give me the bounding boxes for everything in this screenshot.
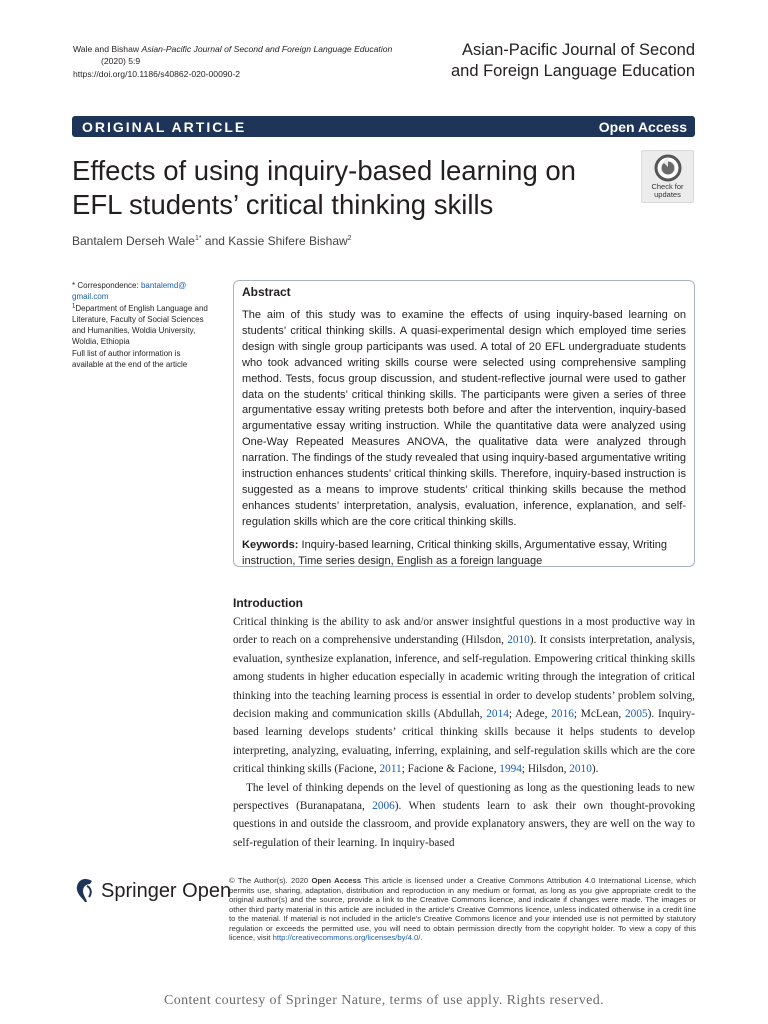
check-updates-line1: Check for — [651, 182, 684, 191]
citation-link[interactable]: 2005 — [625, 708, 648, 721]
correspondence-note — [72, 280, 212, 370]
journal-name — [415, 40, 695, 82]
keywords — [242, 538, 686, 570]
license-body: This article is licensed under a Creative Commons Attribution 4.0 International License, which permits use, sharing, adaptation, distribution and reproduction in any medium or format, as long as you give appropriate credit to the original author(s) and the source, provide a link to the Creative Commons licence, and indicate if changes were made. The images or other third party material in this article are included in the article's Creative Commons licence, unless indicated otherwise in a credit line to the material. If material is not included in the article's Creative Commons licence and your intended use is not permitted by statutory regulation or exceeds the permitted use, you will need to obtain permission directly from the copyright holder. To view a copy of this licence, visit — [229, 876, 696, 942]
author-1-affil: 1* — [194, 235, 202, 242]
check-updates-label — [651, 183, 683, 199]
correspondence-label: * Correspondence: — [72, 281, 141, 290]
author-2-affil: 2 — [347, 235, 352, 242]
citation-link[interactable]: 2010 — [569, 763, 592, 776]
affiliation-text: Department of English Language and Literature, Faculty of Social Sciences and Humanities, Woldia University, Woldia, Ethiopia — [72, 303, 208, 347]
springer-open-logo — [72, 876, 231, 906]
header-authors: Wale and Bishaw — [73, 44, 140, 54]
springer-horse-icon — [72, 876, 96, 906]
header-journal: Asian-Pacific Journal of Second and Foreign Language Education — [141, 44, 393, 54]
license-link[interactable]: http://creativecommons.org/licenses/by/4.0/ — [272, 933, 421, 942]
introduction-body — [233, 613, 695, 852]
correspondence-email-link-cont[interactable]: gmail.com — [72, 292, 109, 302]
header-doi-link[interactable]: https://doi.org/10.1186/s40862-020-00090-2 — [73, 68, 241, 79]
citation-link[interactable]: 2011 — [379, 763, 402, 776]
journal-name-line2: and Foreign Language Education — [450, 62, 695, 80]
abstract-text: The aim of this study was to examine the effects of using inquiry-based learning on students’ critical thinking skills. A quasi-experimental design which employed time series design with single group participants was used. A total of 20 EFL undergraduate students who took advanced writing skills course were selected using comprehensive sampling method. Tests, focus group discussion, and student-reflective journal were used to gather data on the students’ critical thinking skills. The participants were given a series of three argumentative essay writing pretests both before and after the intervention, inquiry-based argumentative essay writing instruction. While the quantitative data were analyzed using One-Way Repeated Measures ANOVA, the qualitative data were analyzed through narration. The findings of the study revealed that using inquiry-based argumentative writing instruction enhances students’ critical thinking skills. Therefore, inquiry-based instruction is suggested as a means to improve students’ critical thinking skills because the method enhances students’ interpretation, analysis, evaluation, inference, explanation, and self-regulation skills which are the core critical thinking skills. — [242, 309, 686, 528]
abstract-box — [233, 280, 695, 567]
abstract-heading: Abstract — [242, 285, 291, 299]
intro-p1-text-f: ; Facione & Facione, — [401, 763, 500, 776]
author-list — [72, 234, 352, 248]
author-connector: and — [201, 234, 229, 248]
citation-link[interactable]: 1994 — [499, 763, 522, 776]
intro-p1-text-c: ; Adege, — [508, 708, 552, 721]
springer-wordmark: Springer — [101, 879, 177, 902]
courtesy-notice: Content courtesy of Springer Nature, terms of use apply. Rights reserved. — [163, 993, 605, 1008]
article-type-label: ORIGINAL ARTICLE — [82, 118, 247, 135]
author-1: Bantalem Derseh Wale — [72, 234, 195, 248]
intro-p1-text-d: ; McLean, — [573, 708, 626, 721]
article-title: Effects of using inquiry-based learning on EFL students’ critical thinking skills — [72, 155, 576, 220]
keywords-list: Inquiry-based learning, Critical thinking skills, Argumentative essay, Writing instruction, Time series design, English as a foreign language — [242, 538, 671, 567]
keywords-label: Keywords: — [242, 538, 299, 551]
open-wordmark: Open — [182, 879, 232, 902]
citation-link[interactable]: 2014 — [486, 708, 509, 721]
citation-link[interactable]: 2006 — [372, 800, 395, 813]
intro-p2-text-b: ). When students learn to ask their own thought-provoking questions in and outside the classroom, and provide explanatory answers, they are well on the way to self-regulation of their learning. In inquiry-based — [233, 800, 696, 849]
intro-paragraph-1 — [233, 613, 695, 779]
affiliation-sup: 1 — [72, 302, 76, 309]
intro-p1-text-h: ). — [591, 763, 599, 776]
intro-p1-text-g: ; Hilsdon, — [521, 763, 570, 776]
intro-paragraph-2 — [233, 779, 695, 853]
check-for-updates-badge[interactable] — [641, 150, 694, 203]
intro-p1-text-e: ). Inquiry-based learning develops students’ critical thinking skills because it helps students to develop interpreting, analyzing, evaluating, inferring, explaining, and self-regulation skills which are the core critical thinking skills (Facione, — [233, 708, 695, 776]
citation-link[interactable]: 2016 — [551, 708, 574, 721]
correspondence-email-link[interactable]: bantalemd@ — [140, 281, 187, 290]
intro-p2-text-a: The level of thinking depends on the level of questioning as long as the questioning leads to new perspectives (Buranapatana, — [233, 781, 695, 813]
intro-p1-text-a: Critical thinking is the ability to ask and/or answer insightful questions in a most productive way in order to reach on a comprehensive understanding (Hilsdon, — [233, 616, 695, 647]
license-text — [229, 876, 696, 943]
license-open-access: Open Access — [311, 876, 362, 885]
journal-name-line1: Asian-Pacific Journal of Second — [462, 41, 695, 59]
license-copyright: © The Author(s). 2020 — [229, 876, 312, 885]
check-updates-line2: updates — [654, 190, 681, 199]
article-type-banner — [72, 116, 695, 137]
introduction-heading: Introduction — [233, 596, 303, 610]
author-2: Kassie Shifere Bishaw — [228, 234, 348, 248]
check-updates-icon — [654, 154, 682, 182]
open-access-label: Open Access — [598, 118, 687, 135]
running-header — [73, 43, 443, 80]
intro-p1-text-b: ). It consists interpretation, analysis, evaluation, synthesize explanation, inference, and self-regulation. Empowering critical thinking skills among students in higher education especially in academic writing through the integration of critical thinking into the teaching learning process is essential in order to develop students’ problem solving, decision making and communication skills (Abdullah, — [233, 634, 695, 721]
citation-link[interactable]: 2010 — [507, 634, 530, 647]
license-end: . — [420, 933, 423, 942]
header-year-volume: (2020) 5:9 — [101, 56, 141, 67]
author-info-note: Full list of author information is available at the end of the article — [72, 348, 188, 370]
